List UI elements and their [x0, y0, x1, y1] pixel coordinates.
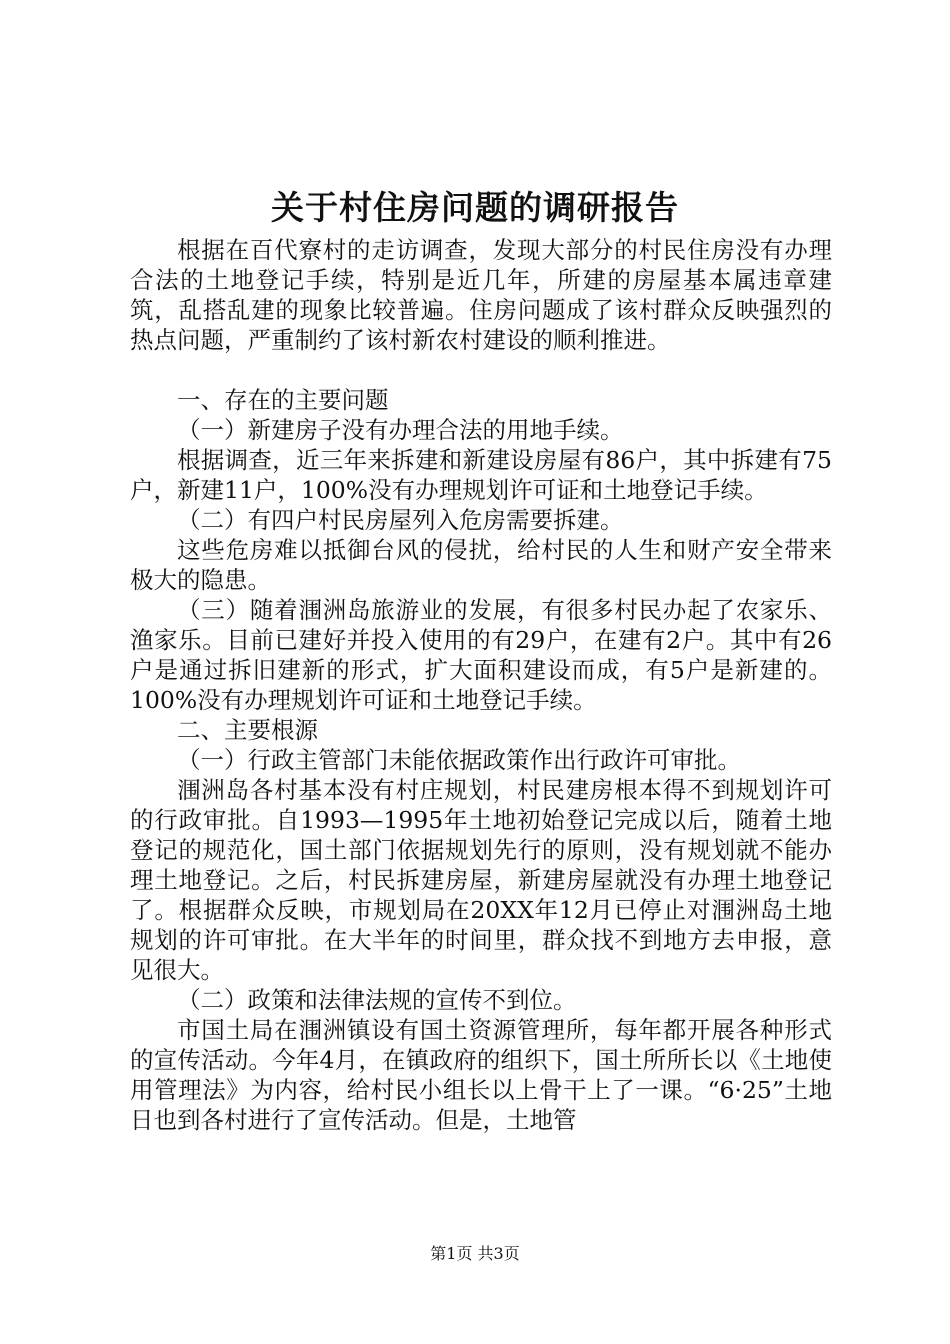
paragraph-2-1: 涠洲岛各村基本没有村庄规划，村民建房根本得不到规划许可的行政审批。自1993—1995年土地初始登记完成以后，随着土地登记的规范化，国土部门依据规划先行的原则，没有规划就不能办理土地登记。之后，村民拆建房屋，新建房屋就没有办理土地登记了。根据群众反映，市规划局在20XX年12月已停止对涠洲岛土地规划的许可审批。在大半年的时间里，群众找不到地方去申报，意见很大。	[130, 776, 832, 984]
page-number-footer: 第1页 共3页	[430, 1244, 520, 1263]
section-heading-problems: 一、存在的主要问题	[177, 386, 389, 414]
paragraph-intro: 根据在百代寮村的走访调查，发现大部分的村民住房没有办理合法的土地登记手续，特别是近几年，所建的房屋基本属违章建筑，乱搭乱建的现象比较普遍。住房问题成了该村群众反映强烈的热点问题，严重制约了该村新农村建设的顺利推进。	[130, 236, 832, 354]
document-body	[130, 235, 832, 1135]
subheading-2-1: （一）行政主管部门未能依据政策作出行政许可审批。	[177, 746, 741, 774]
paragraph-1-2: 这些危房难以抵御台风的侵扰，给村民的人生和财产安全带来极大的隐患。	[130, 536, 832, 594]
paragraph-1-3: （三）随着涠洲岛旅游业的发展，有很多村民办起了农家乐、渔家乐。目前已建好并投入使用的有29户，在建有2户。其中有26户是通过拆旧建新的形式，扩大面积建设而成，有5户是新建的。100%没有办理规划许可证和土地登记手续。	[130, 596, 832, 714]
subheading-2-2: （二）政策和法律法规的宣传不到位。	[177, 986, 577, 1014]
section-heading-causes: 二、主要根源	[177, 716, 318, 744]
subheading-1-2: （二）有四户村民房屋列入危房需要拆建。	[177, 506, 624, 534]
paragraph-2-2: 市国土局在涠洲镇设有国土资源管理所，每年都开展各种形式的宣传活动。今年4月，在镇政府的组织下，国土所所长以《土地使用管理法》为内容，给村民小组长以上骨干上了一课。“6·25”土地日也到各村进行了宣传活动。但是，土地管	[130, 1016, 832, 1134]
document-title: 关于村住房问题的调研报告	[271, 188, 679, 227]
paragraph-1-1: 根据调查，近三年来拆建和新建设房屋有86户，其中拆建有75户，新建11户，100%没有办理规划许可证和土地登记手续。	[130, 446, 832, 504]
subheading-1-1: （一）新建房子没有办理合法的用地手续。	[177, 416, 624, 444]
